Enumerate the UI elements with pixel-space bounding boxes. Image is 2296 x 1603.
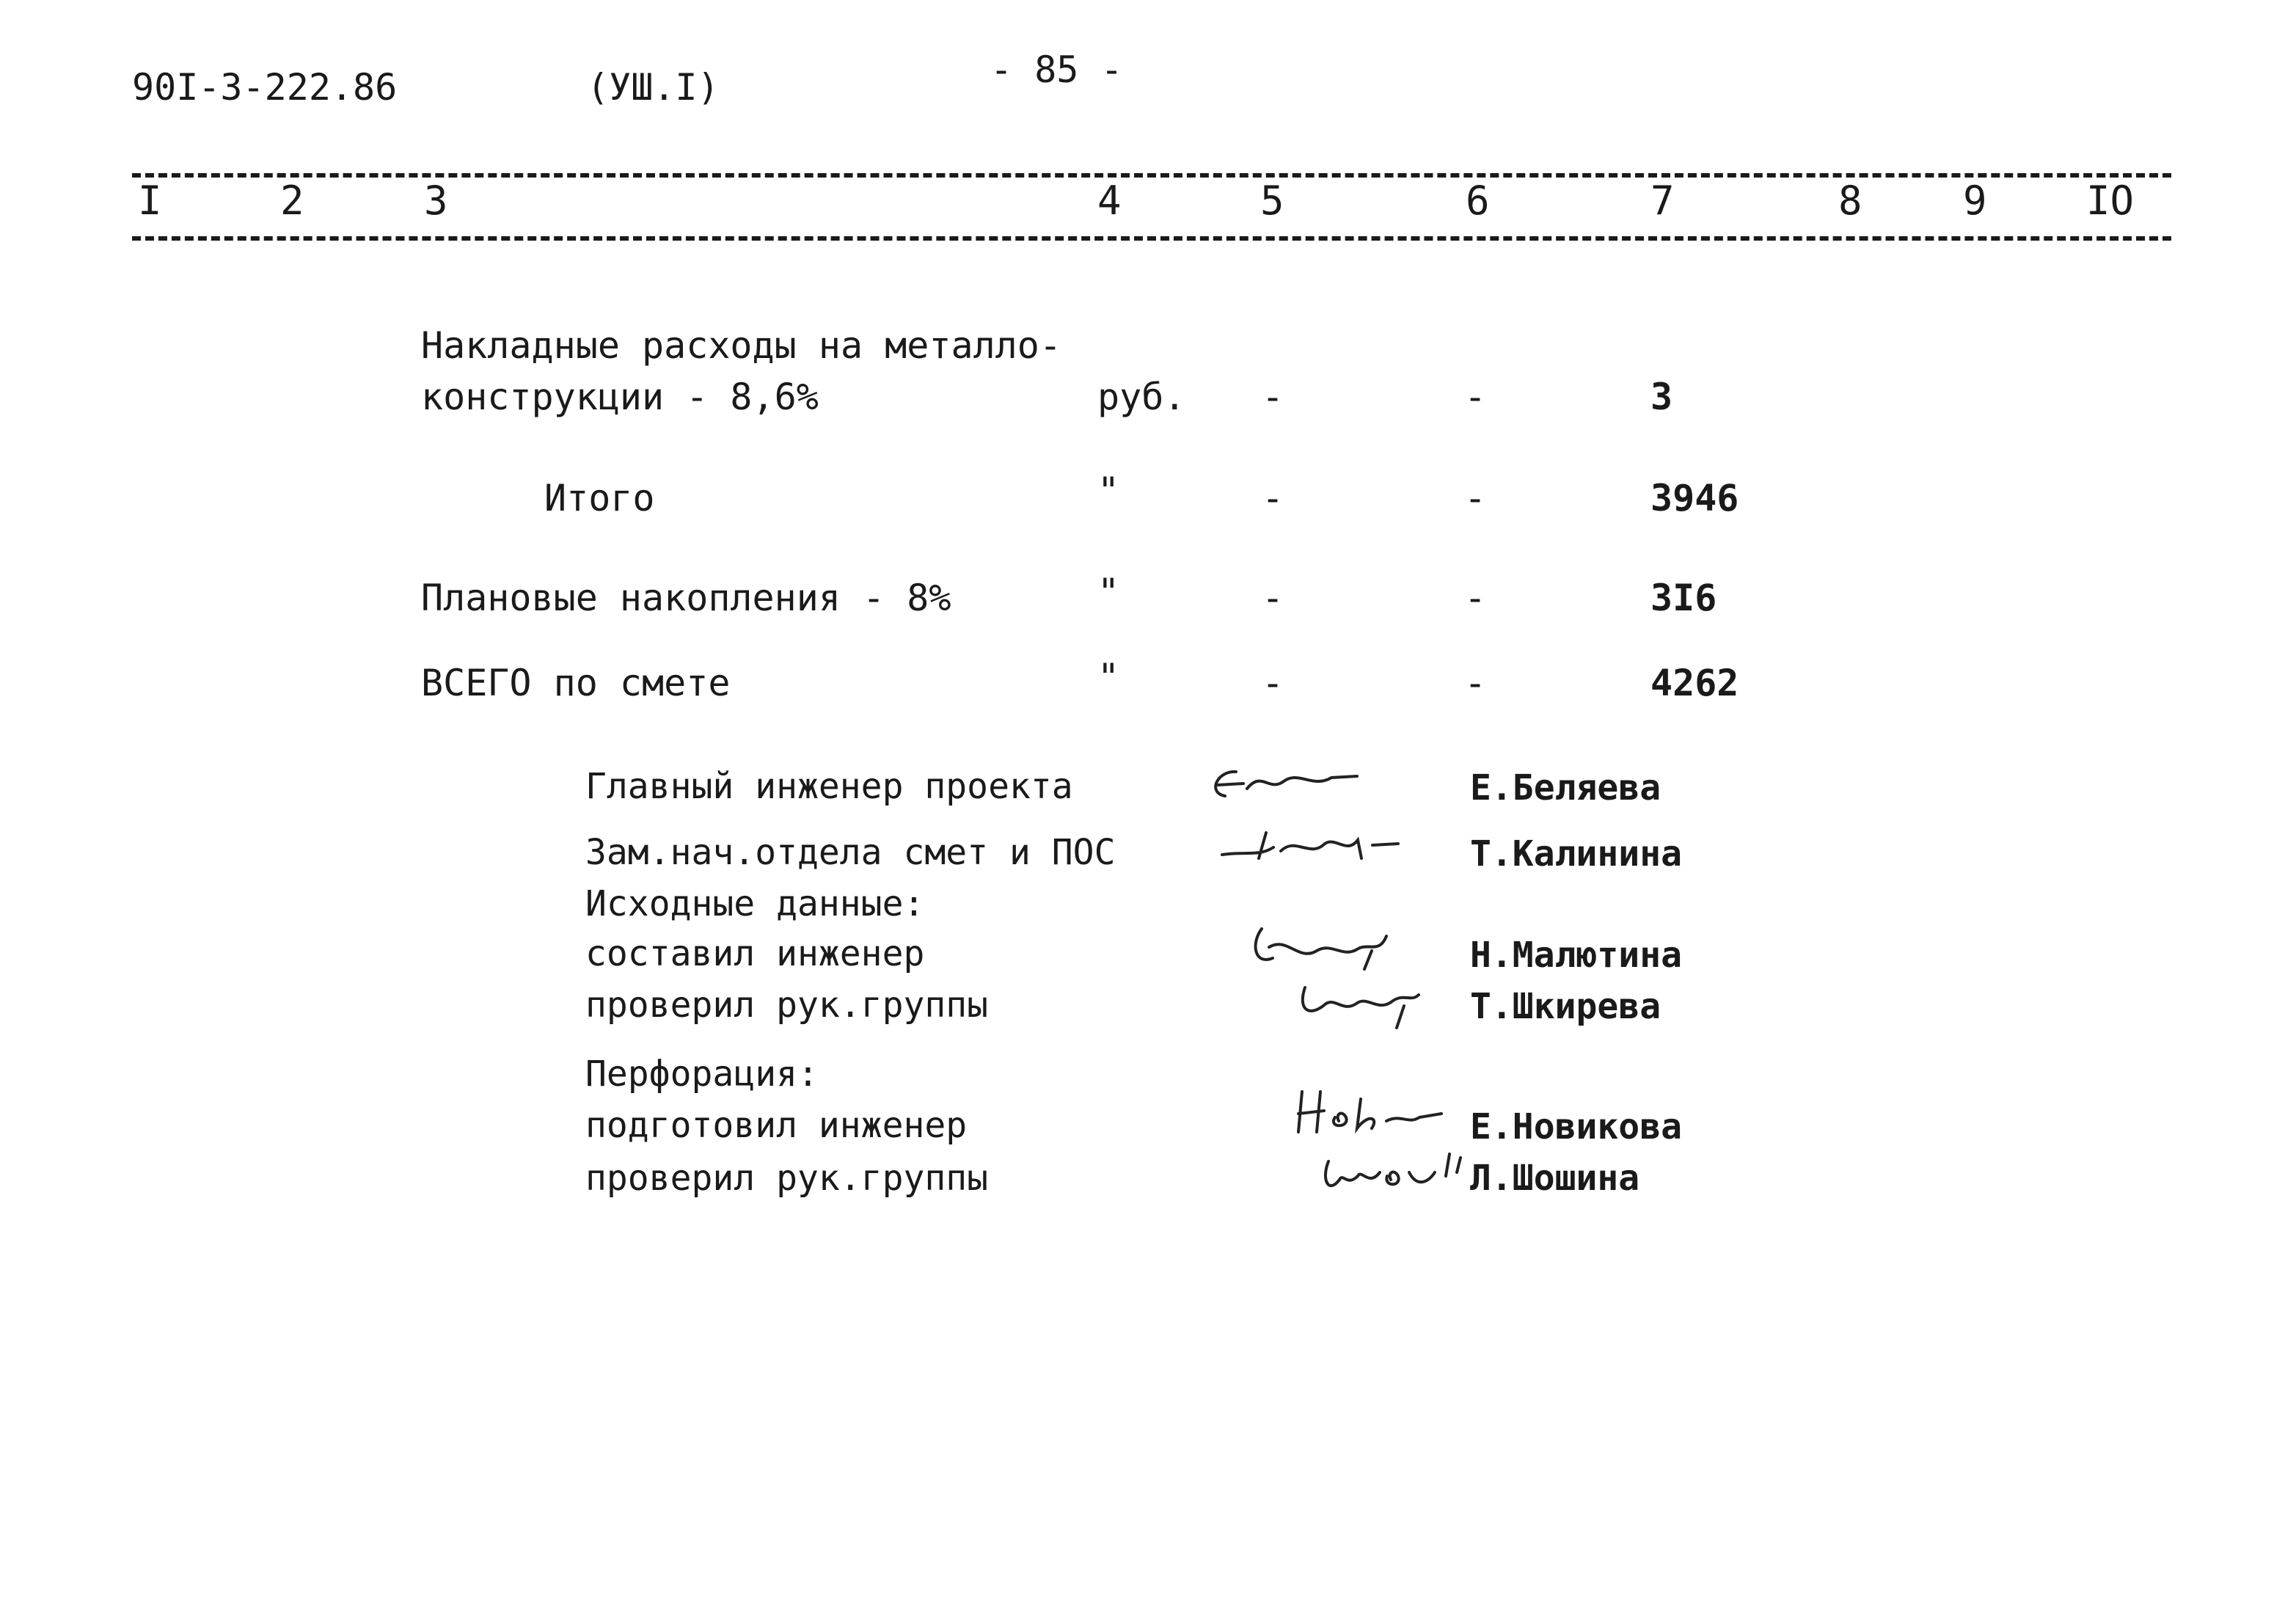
handwritten-signature — [1203, 756, 1364, 807]
signatory-name: Н.Малютина — [1470, 935, 1682, 976]
signatory-role: составил инженер — [585, 933, 925, 974]
signatory-role: подготовил инженер — [585, 1105, 968, 1146]
row-label-line2: конструкции - 8,6% — [421, 376, 819, 418]
document-code: 90I-3-222.86 — [132, 66, 398, 109]
column-number: 3 — [424, 178, 448, 224]
row-col6: - — [1464, 662, 1487, 704]
signatory-role: Главный инженер проекта — [585, 766, 1073, 807]
column-number: 7 — [1650, 178, 1675, 224]
row-unit: " — [1097, 470, 1120, 512]
handwritten-signature — [1294, 973, 1426, 1031]
column-number: 9 — [1963, 178, 1987, 224]
section-heading: Перфорация: — [585, 1054, 819, 1095]
column-number: IO — [2086, 178, 2135, 224]
column-number: 5 — [1260, 178, 1284, 224]
row-label: ВСЕГО по смете — [421, 662, 731, 704]
row-col6: - — [1464, 577, 1487, 619]
row-col6: - — [1464, 477, 1487, 519]
handwritten-signature — [1317, 1143, 1471, 1202]
signatory-name: Т.Калинина — [1470, 833, 1682, 874]
row-label: Плановые накопления - 8% — [421, 577, 951, 619]
column-number: 8 — [1838, 178, 1862, 224]
grand-total-value: 4262 — [1650, 662, 1739, 704]
section-number: (УШ.I) — [587, 66, 720, 109]
signatory-role: Зам.нач.отдела смет и ПОС — [585, 832, 1116, 873]
signatory-role: проверил рук.группы — [585, 985, 989, 1026]
row-col5: - — [1262, 662, 1284, 704]
row-value: 3946 — [1650, 477, 1739, 519]
signatory-name: Т.Шкирева — [1470, 986, 1661, 1027]
signatory-role: проверил рук.группы — [585, 1158, 989, 1199]
signatory-name: Е.Беляева — [1470, 767, 1661, 808]
section-heading: Исходные данные: — [585, 883, 925, 924]
handwritten-signature — [1215, 822, 1405, 866]
signatory-name: Л.Шошина — [1470, 1158, 1640, 1199]
row-label: Итого — [544, 477, 655, 519]
row-value: 3I6 — [1650, 577, 1717, 619]
row-col5: - — [1262, 577, 1284, 619]
row-unit: " — [1097, 656, 1120, 698]
handwritten-signature — [1291, 1084, 1445, 1143]
column-number: I — [138, 178, 162, 224]
row-label-line1: Накладные расходы на металло- — [421, 324, 1061, 367]
column-number: 6 — [1466, 178, 1490, 224]
column-number: 4 — [1097, 178, 1122, 224]
row-col5: - — [1262, 477, 1284, 519]
row-value: 3 — [1650, 376, 1673, 418]
row-unit: руб. — [1097, 376, 1186, 418]
row-col5: - — [1262, 376, 1284, 418]
column-number: 2 — [280, 178, 304, 224]
row-unit: " — [1097, 571, 1120, 613]
table-bottom-rule — [132, 236, 2171, 241]
page-number: - 85 - — [990, 48, 1123, 91]
row-col6: - — [1464, 376, 1487, 418]
signatory-name: Е.Новикова — [1470, 1106, 1682, 1147]
handwritten-signature — [1247, 921, 1394, 973]
